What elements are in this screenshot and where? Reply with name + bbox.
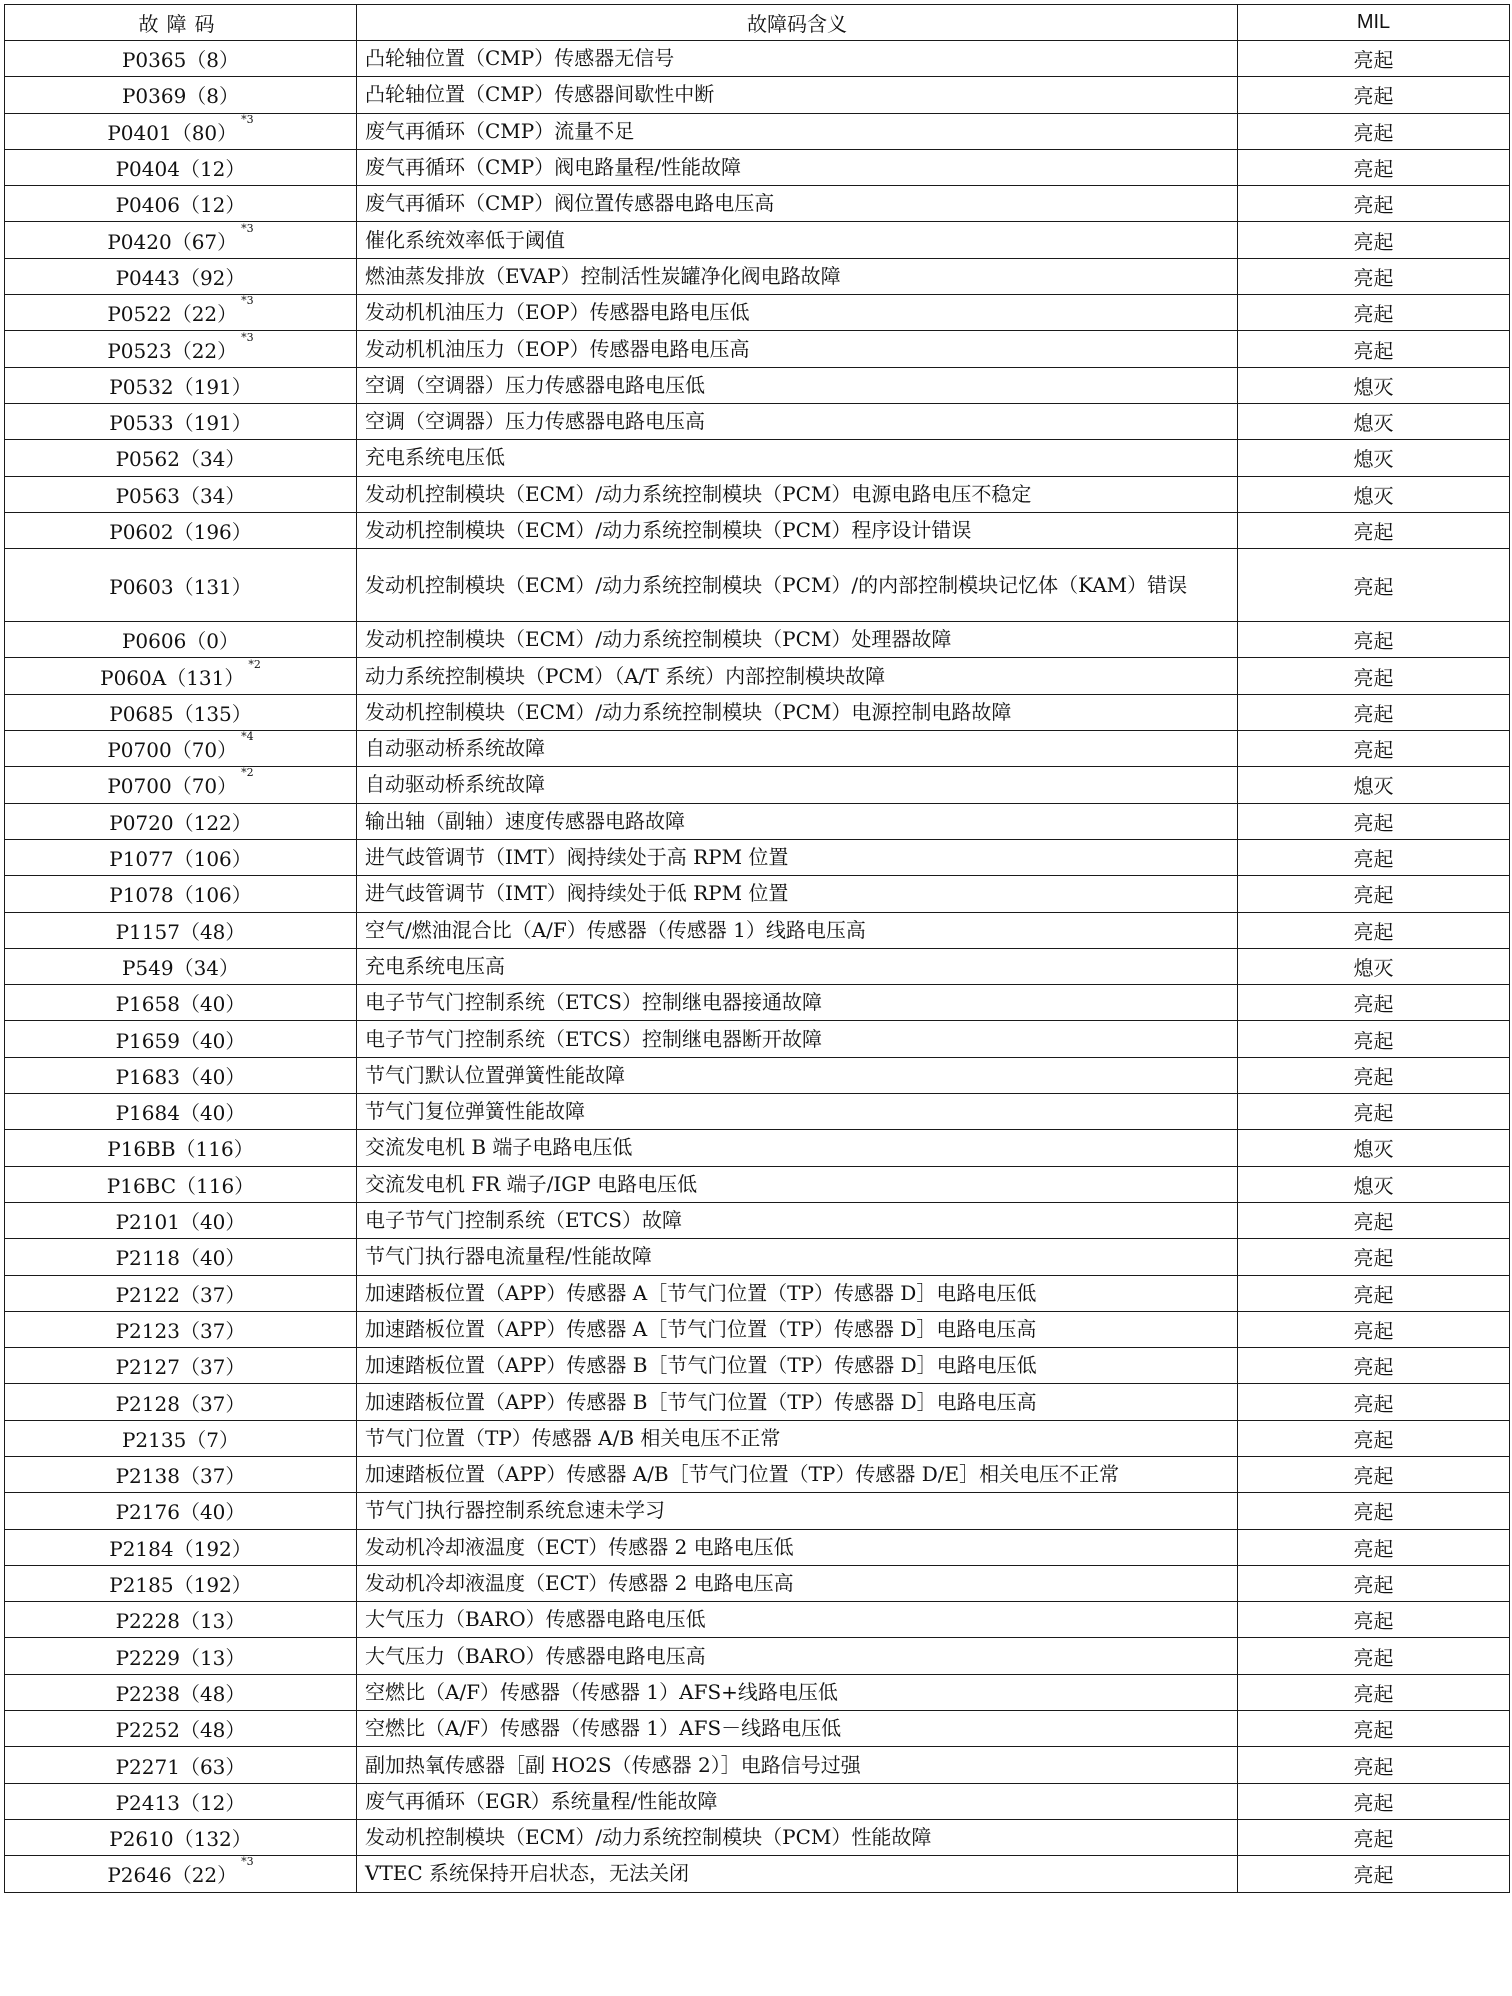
fault-code: P0700（70） — [107, 774, 238, 799]
table-row — [5, 1602, 1510, 1638]
fault-code: P0401（80） — [107, 120, 238, 145]
fault-code: P2610（132） — [109, 1827, 252, 1852]
fault-code-cell — [5, 403, 357, 439]
table-row — [5, 803, 1510, 839]
mil-status: 亮起 — [1238, 258, 1510, 294]
fault-code: P2101（40） — [115, 1210, 246, 1235]
fault-description: 空气/燃油混合比（A/F）传感器（传感器 1）线路电压高 — [357, 912, 1238, 948]
fault-description: 发动机机油压力（EOP）传感器电路电压低 — [357, 295, 1238, 331]
table-row — [5, 149, 1510, 185]
fault-code-cell — [5, 948, 357, 984]
fault-code-cell — [5, 476, 357, 512]
fault-description: 输出轴（副轴）速度传感器电路故障 — [357, 803, 1238, 839]
table-header-row — [5, 5, 1510, 41]
table-row — [5, 403, 1510, 439]
fault-code-cell — [5, 367, 357, 403]
fault-code: P0700（70） — [107, 738, 238, 763]
fault-code: P1683（40） — [115, 1064, 246, 1089]
fault-code: P0603（131） — [109, 574, 252, 599]
mil-status: 熄灭 — [1238, 767, 1510, 803]
mil-status: 熄灭 — [1238, 476, 1510, 512]
table-row — [5, 1239, 1510, 1275]
fault-description: 凸轮轴位置（CMP）传感器无信号 — [357, 41, 1238, 77]
mil-status: 熄灭 — [1238, 367, 1510, 403]
mil-status: 亮起 — [1238, 1747, 1510, 1783]
fault-code-cell — [5, 1239, 357, 1275]
mil-status: 亮起 — [1238, 41, 1510, 77]
mil-status: 亮起 — [1238, 1493, 1510, 1529]
mil-status: 亮起 — [1238, 1529, 1510, 1565]
mil-status: 亮起 — [1238, 222, 1510, 258]
fault-description: 充电系统电压高 — [357, 948, 1238, 984]
table-row — [5, 767, 1510, 803]
footnote-marker: *2 — [241, 766, 254, 780]
mil-status: 亮起 — [1238, 658, 1510, 694]
table-row — [5, 912, 1510, 948]
table-row — [5, 1202, 1510, 1238]
fault-code: P0369（8） — [121, 84, 240, 109]
fault-description: 空调（空调器）压力传感器电路电压低 — [357, 367, 1238, 403]
footnote-marker: *3 — [241, 330, 254, 344]
table-row — [5, 1094, 1510, 1130]
fault-code: P0404（12） — [115, 157, 246, 182]
fault-code-cell — [5, 549, 357, 622]
table-row — [5, 1493, 1510, 1529]
fault-code-cell — [5, 1094, 357, 1130]
fault-code: P2135（7） — [121, 1427, 240, 1452]
fault-code-cell — [5, 1529, 357, 1565]
fault-code: P0606（0） — [121, 629, 240, 654]
table-row — [5, 331, 1510, 367]
fault-description: 交流发电机 B 端子电路电压低 — [357, 1130, 1238, 1166]
fault-description: 空调（空调器）压力传感器电路电压高 — [357, 403, 1238, 439]
fault-code: P2176（40） — [115, 1500, 246, 1525]
mil-status: 亮起 — [1238, 77, 1510, 113]
fault-code-cell — [5, 295, 357, 331]
fault-description: 电子节气门控制系统（ETCS）控制继电器接通故障 — [357, 985, 1238, 1021]
fault-code: P2646（22） — [107, 1863, 238, 1888]
mil-status: 亮起 — [1238, 1348, 1510, 1384]
fault-code-cell — [5, 622, 357, 658]
fault-code-cell — [5, 1348, 357, 1384]
fault-description: 进气歧管调节（IMT）阀持续处于低 RPM 位置 — [357, 876, 1238, 912]
table-row — [5, 1021, 1510, 1057]
mil-status: 亮起 — [1238, 1819, 1510, 1855]
fault-code-cell — [5, 440, 357, 476]
mil-status: 亮起 — [1238, 186, 1510, 222]
fault-description: 空燃比（A/F）传感器（传感器 1）AFS－线路电压低 — [357, 1711, 1238, 1747]
fault-code-cell — [5, 1202, 357, 1238]
fault-description: 副加热氧传感器［副 HO2S（传感器 2）］电路信号过强 — [357, 1747, 1238, 1783]
fault-code: P2128（37） — [115, 1391, 246, 1416]
mil-status: 亮起 — [1238, 985, 1510, 1021]
table-body — [5, 41, 1510, 1893]
table-row — [5, 1529, 1510, 1565]
fault-code: P1078（106） — [109, 883, 252, 908]
fault-code: P0420（67） — [107, 229, 238, 254]
fault-code: P2228（13） — [115, 1609, 246, 1634]
table-row — [5, 1638, 1510, 1674]
fault-code-cell — [5, 113, 357, 149]
fault-description: 充电系统电压低 — [357, 440, 1238, 476]
fault-description: 进气歧管调节（IMT）阀持续处于高 RPM 位置 — [357, 839, 1238, 875]
mil-status: 熄灭 — [1238, 1130, 1510, 1166]
fault-code: P0365（8） — [121, 48, 240, 73]
fault-description: 节气门默认位置弹簧性能故障 — [357, 1057, 1238, 1093]
fault-description: 发动机控制模块（ECM）/动力系统控制模块（PCM）处理器故障 — [357, 622, 1238, 658]
fault-description: 自动驱动桥系统故障 — [357, 731, 1238, 767]
fault-code: P16BB（116） — [107, 1137, 254, 1162]
table-row — [5, 1420, 1510, 1456]
fault-code: P2184（192） — [109, 1536, 252, 1561]
fault-code-cell — [5, 1311, 357, 1347]
fault-code: P2252（48） — [115, 1718, 246, 1743]
footnote-marker: *3 — [241, 294, 254, 308]
fault-code: P060A（131） — [100, 665, 245, 690]
fault-code-cell — [5, 694, 357, 730]
fault-description: 电子节气门控制系统（ETCS）故障 — [357, 1202, 1238, 1238]
mil-status: 亮起 — [1238, 113, 1510, 149]
fault-code-cell — [5, 985, 357, 1021]
fault-code-cell — [5, 1456, 357, 1492]
table-row — [5, 186, 1510, 222]
fault-description: 发动机冷却液温度（ECT）传感器 2 电路电压低 — [357, 1529, 1238, 1565]
table-row — [5, 622, 1510, 658]
fault-code-cell — [5, 731, 357, 767]
fault-code: P549（34） — [121, 955, 240, 980]
table-row — [5, 658, 1510, 694]
fault-code-cell — [5, 803, 357, 839]
mil-status: 亮起 — [1238, 1856, 1510, 1892]
mil-status: 亮起 — [1238, 149, 1510, 185]
mil-status: 亮起 — [1238, 803, 1510, 839]
fault-description: 加速踏板位置（APP）传感器 B［节气门位置（TP）传感器 D］电路电压高 — [357, 1384, 1238, 1420]
mil-status: 亮起 — [1238, 731, 1510, 767]
mil-status: 亮起 — [1238, 295, 1510, 331]
fault-description: 燃油蒸发排放（EVAP）控制活性炭罐净化阀电路故障 — [357, 258, 1238, 294]
fault-code: P2138（37） — [115, 1464, 246, 1489]
mil-status: 熄灭 — [1238, 403, 1510, 439]
fault-code: P0522（22） — [107, 302, 238, 327]
table-row — [5, 512, 1510, 548]
fault-code: P2271（63） — [115, 1754, 246, 1779]
fault-description: 加速踏板位置（APP）传感器 A［节气门位置（TP）传感器 D］电路电压高 — [357, 1311, 1238, 1347]
fault-description: 发动机控制模块（ECM）/动力系统控制模块（PCM）电源电路电压不稳定 — [357, 476, 1238, 512]
table-row — [5, 1783, 1510, 1819]
table-row — [5, 1275, 1510, 1311]
fault-code-cell — [5, 1021, 357, 1057]
table-row — [5, 549, 1510, 622]
fault-code-cell — [5, 1819, 357, 1855]
fault-code: P0523（22） — [107, 338, 238, 363]
mil-status: 亮起 — [1238, 549, 1510, 622]
mil-status: 熄灭 — [1238, 440, 1510, 476]
fault-code-cell — [5, 186, 357, 222]
mil-status: 亮起 — [1238, 1057, 1510, 1093]
table-row — [5, 1747, 1510, 1783]
fault-code-cell — [5, 258, 357, 294]
fault-description: 空燃比（A/F）传感器（传感器 1）AFS+线路电压低 — [357, 1674, 1238, 1710]
mil-status: 亮起 — [1238, 1311, 1510, 1347]
fault-code: P0443（92） — [115, 265, 246, 290]
table-row — [5, 1311, 1510, 1347]
table-row — [5, 1819, 1510, 1855]
fault-description: 加速踏板位置（APP）传感器 B［节气门位置（TP）传感器 D］电路电压低 — [357, 1348, 1238, 1384]
fault-code-cell — [5, 1057, 357, 1093]
table-row — [5, 1711, 1510, 1747]
fault-code-cell — [5, 1602, 357, 1638]
header-code: 故障码 — [5, 5, 357, 41]
fault-code-cell — [5, 658, 357, 694]
table-row — [5, 1674, 1510, 1710]
fault-code-cell — [5, 1130, 357, 1166]
fault-code: P0562（34） — [115, 447, 246, 472]
footnote-marker: *3 — [241, 113, 254, 126]
fault-description: 废气再循环（CMP）流量不足 — [357, 113, 1238, 149]
fault-code: P2122（37） — [115, 1282, 246, 1307]
table-row — [5, 694, 1510, 730]
table-row — [5, 1856, 1510, 1892]
fault-code-cell — [5, 149, 357, 185]
dtc-table — [4, 4, 1510, 1893]
mil-status: 亮起 — [1238, 1275, 1510, 1311]
table-row — [5, 731, 1510, 767]
fault-code-cell — [5, 1674, 357, 1710]
mil-status: 亮起 — [1238, 1783, 1510, 1819]
fault-description: 节气门执行器电流量程/性能故障 — [357, 1239, 1238, 1275]
table-row — [5, 1130, 1510, 1166]
mil-status: 亮起 — [1238, 694, 1510, 730]
mil-status: 熄灭 — [1238, 1166, 1510, 1202]
fault-code-cell — [5, 222, 357, 258]
table-row — [5, 476, 1510, 512]
fault-code-cell — [5, 1747, 357, 1783]
mil-status: 亮起 — [1238, 1239, 1510, 1275]
fault-code: P0720（122） — [109, 810, 252, 835]
fault-description: 凸轮轴位置（CMP）传感器间歇性中断 — [357, 77, 1238, 113]
mil-status: 亮起 — [1238, 1456, 1510, 1492]
fault-code: P2238（48） — [115, 1681, 246, 1706]
mil-status: 亮起 — [1238, 1420, 1510, 1456]
header-mil: MIL — [1238, 5, 1510, 41]
fault-description: 节气门位置（TP）传感器 A/B 相关电压不正常 — [357, 1420, 1238, 1456]
fault-code: P1684（40） — [115, 1101, 246, 1126]
fault-code-cell — [5, 767, 357, 803]
fault-description: VTEC 系统保持开启状态，无法关闭 — [357, 1856, 1238, 1892]
mil-status: 熄灭 — [1238, 948, 1510, 984]
fault-description: 电子节气门控制系统（ETCS）控制继电器断开故障 — [357, 1021, 1238, 1057]
table-row — [5, 1565, 1510, 1601]
fault-description: 大气压力（BARO）传感器电路电压高 — [357, 1638, 1238, 1674]
fault-code-cell — [5, 1856, 357, 1892]
fault-description: 催化系统效率低于阈值 — [357, 222, 1238, 258]
fault-description: 加速踏板位置（APP）传感器 A/B［节气门位置（TP）传感器 D/E］相关电压不正常 — [357, 1456, 1238, 1492]
fault-description: 发动机冷却液温度（ECT）传感器 2 电路电压高 — [357, 1565, 1238, 1601]
fault-code: P1659（40） — [115, 1028, 246, 1053]
fault-code: P2413（12） — [115, 1790, 246, 1815]
mil-status: 亮起 — [1238, 1674, 1510, 1710]
fault-description: 节气门复位弹簧性能故障 — [357, 1094, 1238, 1130]
fault-code: P2185（192） — [109, 1573, 252, 1598]
table-row — [5, 839, 1510, 875]
fault-code: P2118（40） — [115, 1246, 246, 1271]
table-row — [5, 948, 1510, 984]
table-row — [5, 1384, 1510, 1420]
mil-status: 亮起 — [1238, 331, 1510, 367]
fault-code: P0685（135） — [109, 701, 252, 726]
mil-status: 亮起 — [1238, 512, 1510, 548]
table-row — [5, 258, 1510, 294]
mil-status: 亮起 — [1238, 839, 1510, 875]
fault-description: 废气再循环（CMP）阀电路量程/性能故障 — [357, 149, 1238, 185]
mil-status: 亮起 — [1238, 1711, 1510, 1747]
fault-code: P2127（37） — [115, 1355, 246, 1380]
fault-code-cell — [5, 1565, 357, 1601]
mil-status: 亮起 — [1238, 1021, 1510, 1057]
fault-code: P0533（191） — [109, 411, 252, 436]
table-row — [5, 222, 1510, 258]
table-row — [5, 1057, 1510, 1093]
mil-status: 亮起 — [1238, 1565, 1510, 1601]
fault-code-cell — [5, 1166, 357, 1202]
mil-status: 亮起 — [1238, 1602, 1510, 1638]
fault-code-cell — [5, 1384, 357, 1420]
fault-code: P2229（13） — [115, 1645, 246, 1670]
table-row — [5, 1348, 1510, 1384]
fault-code: P1157（48） — [115, 919, 246, 944]
footnote-marker: *3 — [241, 1855, 254, 1869]
footnote-marker: *4 — [241, 730, 254, 744]
mil-status: 亮起 — [1238, 1094, 1510, 1130]
fault-code-cell — [5, 1275, 357, 1311]
mil-status: 亮起 — [1238, 1638, 1510, 1674]
table-row — [5, 985, 1510, 1021]
fault-description: 废气再循环（CMP）阀位置传感器电路电压高 — [357, 186, 1238, 222]
fault-code: P0406（12） — [115, 193, 246, 218]
table-row — [5, 113, 1510, 149]
fault-code-cell — [5, 1711, 357, 1747]
fault-description: 加速踏板位置（APP）传感器 A［节气门位置（TP）传感器 D］电路电压低 — [357, 1275, 1238, 1311]
fault-code-cell — [5, 77, 357, 113]
fault-code-cell — [5, 876, 357, 912]
fault-description: 发动机机油压力（EOP）传感器电路电压高 — [357, 331, 1238, 367]
fault-description: 废气再循环（EGR）系统量程/性能故障 — [357, 1783, 1238, 1819]
fault-description: 发动机控制模块（ECM）/动力系统控制模块（PCM）程序设计错误 — [357, 512, 1238, 548]
footnote-marker: *3 — [241, 221, 254, 235]
table-row — [5, 1166, 1510, 1202]
fault-code-cell — [5, 912, 357, 948]
table-row — [5, 440, 1510, 476]
table-row — [5, 295, 1510, 331]
fault-code-cell — [5, 331, 357, 367]
mil-status: 亮起 — [1238, 912, 1510, 948]
fault-code: P16BC（116） — [106, 1173, 255, 1198]
fault-code-cell — [5, 1420, 357, 1456]
fault-description: 节气门执行器控制系统怠速未学习 — [357, 1493, 1238, 1529]
mil-status: 亮起 — [1238, 1202, 1510, 1238]
fault-code-cell — [5, 41, 357, 77]
fault-code: P0563（34） — [115, 483, 246, 508]
fault-code: P1077（106） — [109, 847, 252, 872]
mil-status: 亮起 — [1238, 1384, 1510, 1420]
fault-code: P1658（40） — [115, 992, 246, 1017]
fault-description: 大气压力（BARO）传感器电路电压低 — [357, 1602, 1238, 1638]
fault-code: P0532（191） — [109, 374, 252, 399]
fault-description: 发动机控制模块（ECM）/动力系统控制模块（PCM）/的内部控制模块记忆体（KAM）错误 — [357, 549, 1238, 622]
footnote-marker: *2 — [248, 657, 261, 671]
fault-description: 动力系统控制模块（PCM）（A/T 系统）内部控制模块故障 — [357, 658, 1238, 694]
fault-description: 交流发电机 FR 端子/IGP 电路电压低 — [357, 1166, 1238, 1202]
fault-code: P0602（196） — [109, 520, 252, 544]
table-row — [5, 77, 1510, 113]
fault-description: 自动驱动桥系统故障 — [357, 767, 1238, 803]
mil-status: 亮起 — [1238, 876, 1510, 912]
fault-code: P2123（37） — [115, 1318, 246, 1343]
table-row — [5, 41, 1510, 77]
table-row — [5, 1456, 1510, 1492]
header-meaning: 故障码含义 — [357, 5, 1238, 41]
mil-status: 亮起 — [1238, 622, 1510, 658]
fault-code-cell — [5, 1493, 357, 1529]
table-row — [5, 876, 1510, 912]
fault-description: 发动机控制模块（ECM）/动力系统控制模块（PCM）电源控制电路故障 — [357, 694, 1238, 730]
fault-code-cell — [5, 512, 357, 548]
fault-code-cell — [5, 839, 357, 875]
table-row — [5, 367, 1510, 403]
fault-code-cell — [5, 1783, 357, 1819]
fault-code-cell — [5, 1638, 357, 1674]
fault-description: 发动机控制模块（ECM）/动力系统控制模块（PCM）性能故障 — [357, 1819, 1238, 1855]
